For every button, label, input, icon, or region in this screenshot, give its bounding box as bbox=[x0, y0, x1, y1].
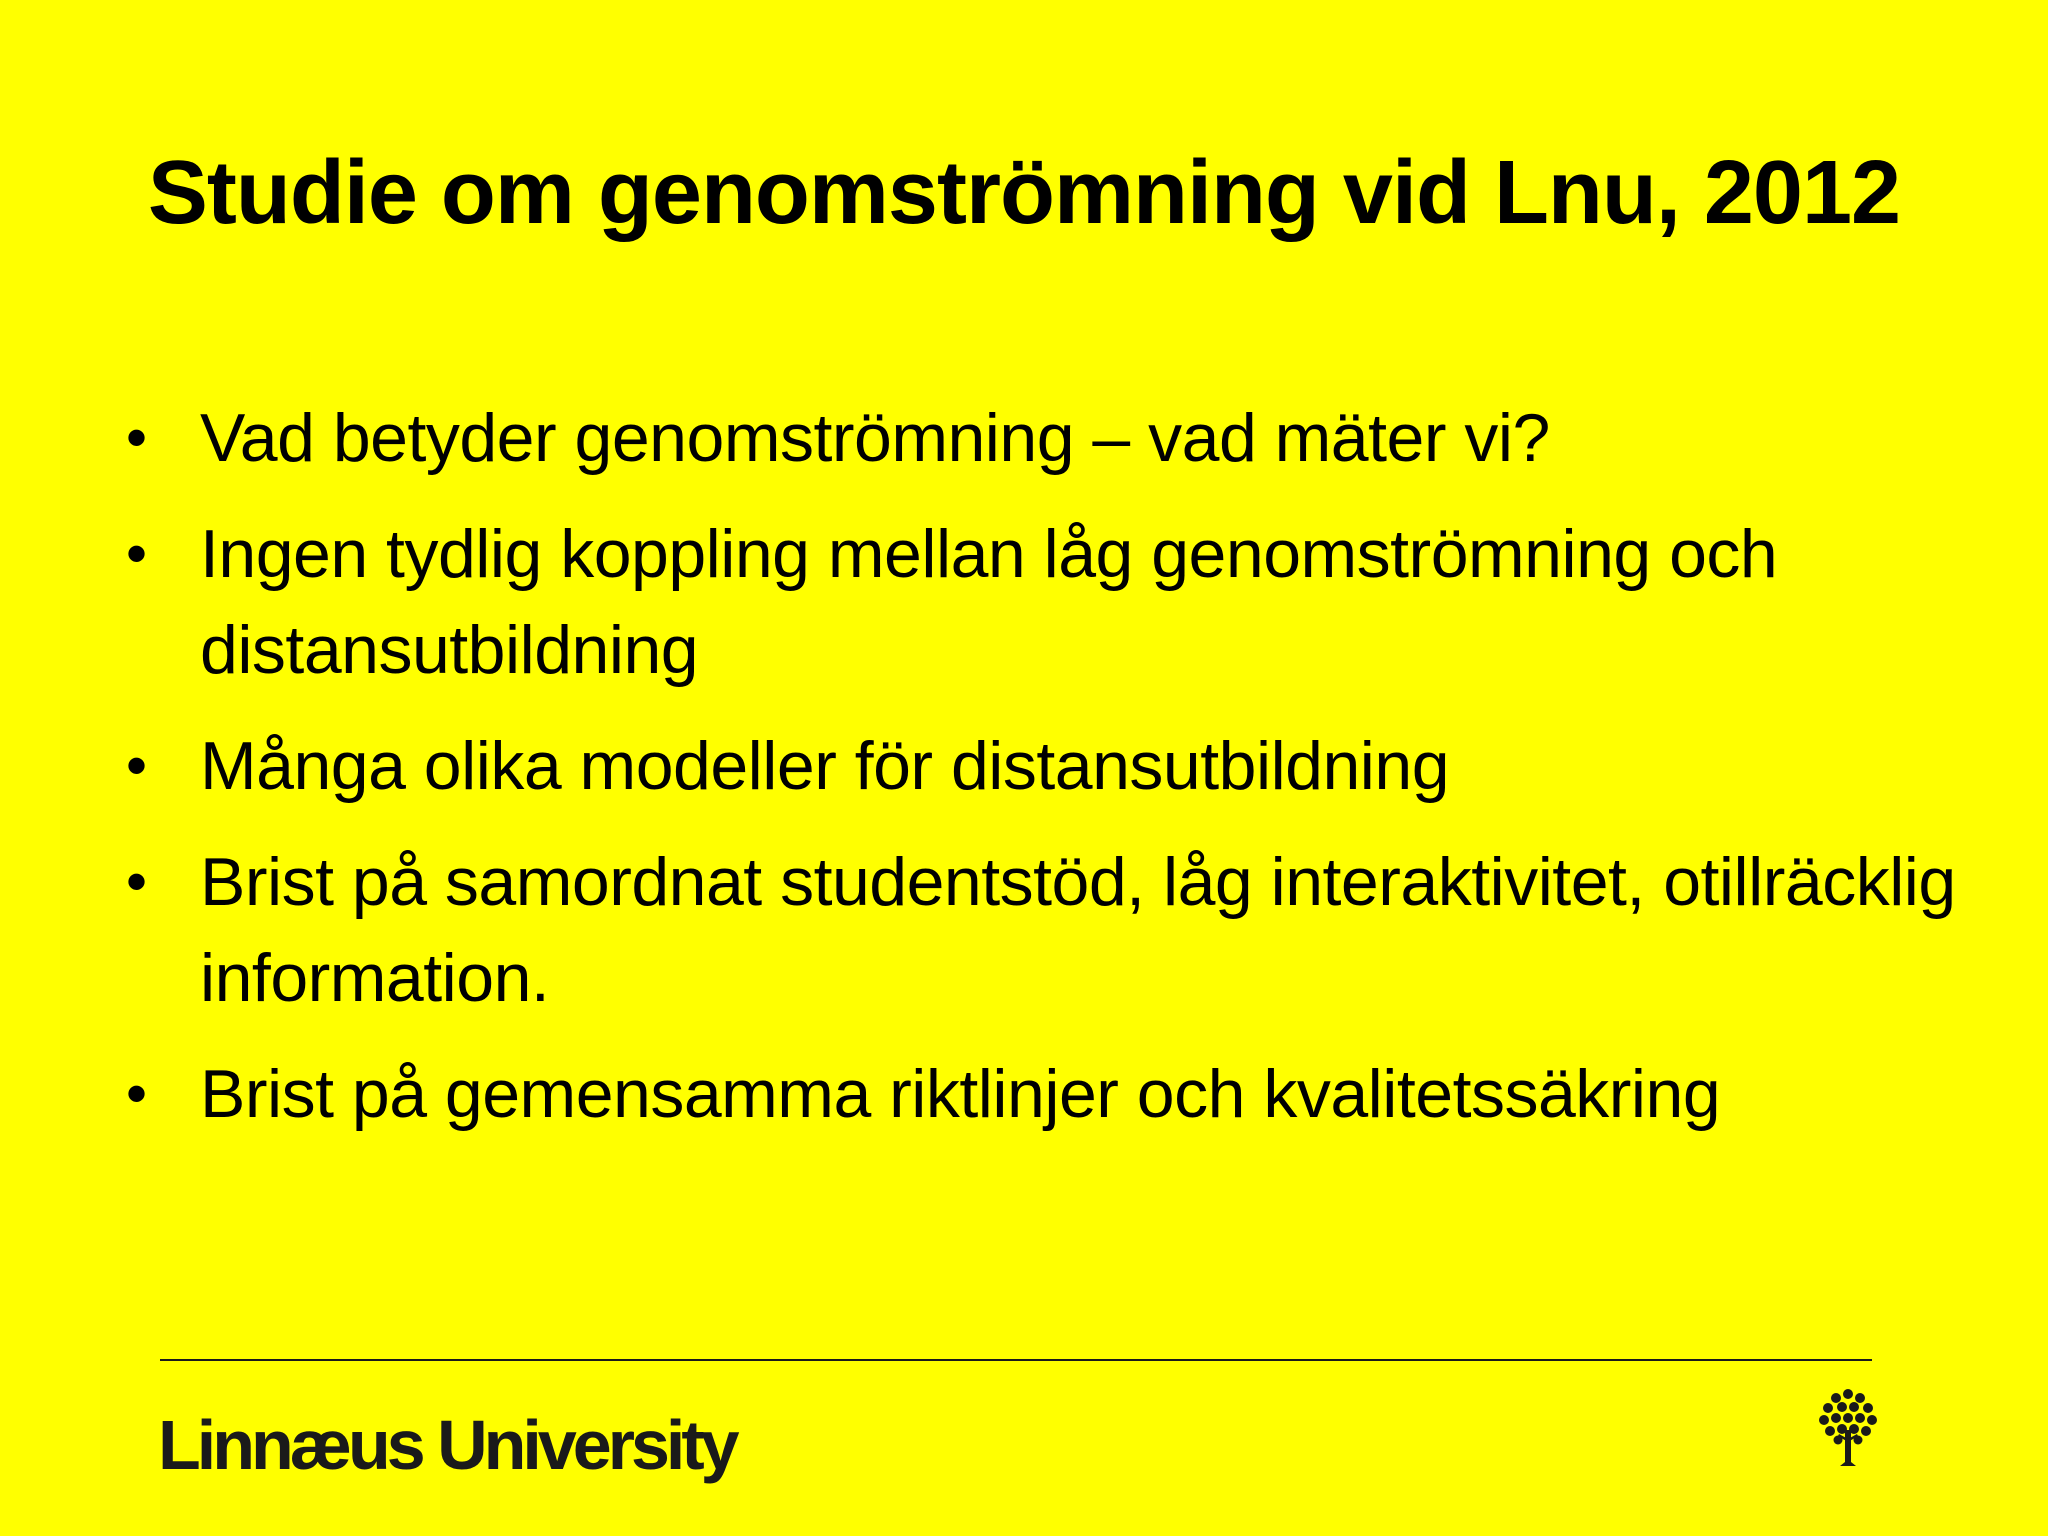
bullet-item bbox=[120, 834, 1980, 1026]
tree-icon bbox=[1816, 1386, 1880, 1466]
bullet-dot: • bbox=[126, 848, 147, 915]
university-logo-text: Linnæus University bbox=[158, 1406, 736, 1484]
bullet-item bbox=[120, 390, 1980, 486]
bullet-dot: • bbox=[126, 732, 147, 799]
footer-divider bbox=[160, 1359, 1872, 1361]
slide-title: Studie om genomströmning vid Lnu, 2012 bbox=[147, 143, 1901, 243]
bullet-dot: • bbox=[126, 1060, 147, 1127]
bullet-item bbox=[120, 506, 1980, 698]
bullet-text: Brist på gemensamma riktlinjer och kvalitetssäkring bbox=[200, 1056, 1721, 1132]
bullet-text: Vad betyder genomströmning – vad mäter vi? bbox=[200, 400, 1550, 476]
bullet-item bbox=[120, 718, 1980, 814]
bullet-text: Ingen tydlig koppling mellan låg genomströmning och distansutbildning bbox=[200, 516, 1778, 688]
bullet-item bbox=[120, 1046, 1980, 1142]
bullet-text: Brist på samordnat studentstöd, låg interaktivitet, otillräcklig information. bbox=[200, 844, 1956, 1016]
bullet-dot: • bbox=[126, 520, 147, 587]
bullet-text: Många olika modeller för distansutbildning bbox=[200, 728, 1450, 804]
bullet-list bbox=[120, 390, 1980, 1162]
bullet-dot: • bbox=[126, 404, 147, 471]
